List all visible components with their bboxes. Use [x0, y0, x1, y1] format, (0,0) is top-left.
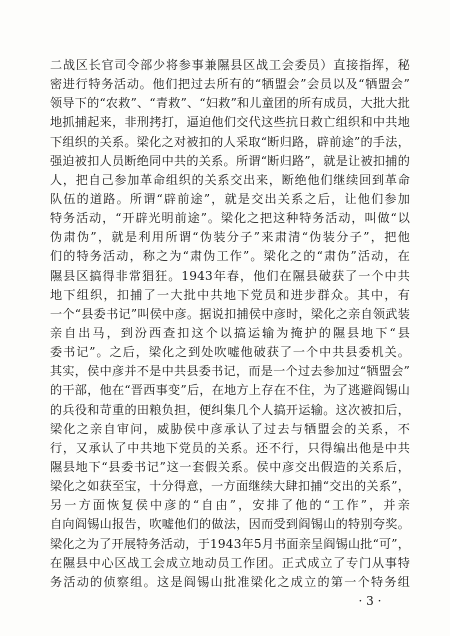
text-line: 梁化之亲自审问，威胁侯中彦承认了过去与牺盟会的关系，不: [50, 421, 410, 436]
text-line: 人，把自己参加革命组织的关系交出来，断绝他们继续回到革命: [50, 172, 410, 187]
text-line: 密进行特务活动。他们把过去所有的“牺盟会”会员以及“牺盟会”: [50, 77, 410, 92]
text-line: 的兵役和苛重的田粮负担，便纠集几个人搞开运输。这次被扣后，: [50, 402, 410, 417]
text-line: 梁化之如获至宝，十分得意，一方面继续大肆扣捕“交出的关系”，: [50, 479, 410, 494]
text-line: 二战区长官司令部少将参事兼隰县区战工会委员）直接指挥，秘: [50, 58, 410, 72]
text-line: 下组织的关系。梁化之对被扣的人采取“断归路，辟前途”的手法，: [50, 134, 410, 149]
text-line: 自向阎锡山报告，吹嘘他们的做法，因而受到阎锡山的特别夸奖。: [50, 517, 410, 532]
text-line: 队伍的道路。所谓“辟前途”，就是交出关系之后，让他们参加: [50, 191, 410, 206]
text-line: 行，又承认了中共地下党员的关系。还不行，只得编出他是中共: [50, 440, 410, 455]
text-line: 一个“县委书记”叫侯中彦。据说扣捕侯中彦时，梁化之亲自领武装: [50, 306, 410, 321]
page-number: · 3 ·: [358, 594, 382, 608]
text-line: 强迫被扣人员断绝同中共的关系。所谓“断归路”，就是让被扣捕的: [50, 153, 410, 168]
text-line: 领导下的“农救”、“青救”、“妇救”和儿童团的所有成员，大批大批: [50, 96, 410, 111]
body-text: [50, 56, 410, 592]
text-line: 梁化之为了开展特务活动，于1943年5月书面亲呈阎锡山批“可”，: [50, 536, 410, 551]
text-line: 地下组织，扣捕了一大批中共地下党员和进步群众。其中，有: [50, 287, 410, 302]
text-line: 隰县区搞得非常猖狂。1943年春，他们在隰县破获了一个中共: [50, 268, 410, 283]
text-line: 在隰县中心区战工会成立地动员工作团。正式成立了专门从事特: [50, 555, 410, 570]
text-line: 另一方面恢复侯中彦的“自由”，安排了他的“工作”，并亲: [50, 498, 410, 513]
text-line: 隰县地下“县委书记”这一套假关系。侯中彦交出假造的关系后，: [50, 459, 410, 474]
text-line: 地抓捕起来，非刑拷打，逼迫他们交代这些抗日救亡组织和中共地: [50, 115, 410, 130]
text-line: 亲自出马，到汾西查扣这个以搞运输为掩护的隰县地下“县: [50, 325, 410, 340]
text-line: 的干部，他在“晋西事变”后，在地方上存在不住，为了逃避阎锡山: [50, 383, 410, 398]
text-line: 委书记”。之后，梁化之到处吹嘘他破获了一个中共县委机关。: [50, 345, 410, 360]
text-line: 其实，侯中彦并不是中共县委书记，而是一个过去参加过“牺盟会”: [50, 364, 410, 379]
text-line: 们的特务活动，称之为“肃伪工作”。梁化之的“肃伪”活动，在: [50, 249, 410, 264]
text-line: 特务活动，“开辟光明前途”。梁化之把这种特务活动，叫做“以: [50, 211, 410, 226]
text-line: 伪肃伪”，就是利用所谓“伪装分子”来肃清“伪装分子”，把他: [50, 230, 410, 245]
text-line: 务活动的侦察组。这是阎锡山批准梁化之成立的第一个特务组: [50, 574, 410, 589]
